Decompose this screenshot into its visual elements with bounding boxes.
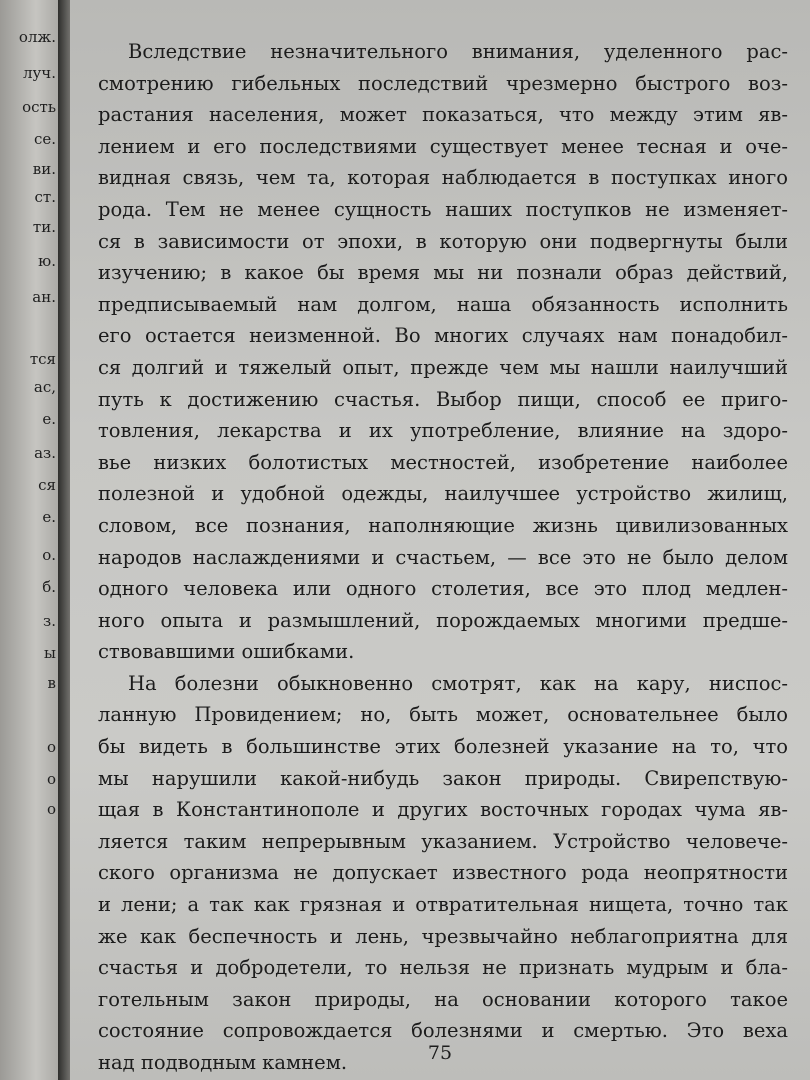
text-line: Вследствие незначительного внимания, уделенного рас- (128, 40, 788, 63)
left-page-fragment: о (46, 738, 56, 756)
left-page-fragment: в (47, 674, 56, 692)
left-page-fragment: тся (29, 350, 56, 368)
text-line: готельным закон природы, на основании которого такое (98, 987, 788, 1011)
text-line: ского организма не допускает известного рода неопрятности (98, 861, 788, 885)
text-line: ланную Провидением; но, быть может, основательнее было (98, 703, 788, 727)
text-line: полезной и удобной одежды, наилучшее устройство жилищ, (98, 482, 788, 506)
left-page-fragment: б. (42, 578, 56, 596)
left-page-fragment: ви. (32, 160, 56, 178)
text-line: изучению; в какое бы время мы ни познали образ действий, (98, 261, 788, 285)
text-line: ся в зависимости от эпохи, в которую они подвергнуты были (98, 229, 788, 253)
text-line: же как беспечность и лень, чрезвычайно неблагоприятна для (98, 924, 788, 948)
text-line: ного опыта и размышлений, порождаемых многими предше- (98, 608, 788, 632)
text-line: лением и его последствиями существует менее тесная и оче- (98, 134, 788, 158)
left-page-fragment: ю. (38, 252, 56, 270)
left-page-fragment: ст. (34, 188, 56, 206)
text-line: одного человека или одного столетия, все это плод медлен- (98, 577, 788, 601)
left-page-fragment: олж. (18, 28, 56, 46)
text-line: ствовавшими ошибками. (98, 640, 355, 664)
text-line: и лени; а так как грязная и отвратительная нищета, точно так (98, 893, 788, 917)
left-page-fragment: ся (38, 476, 56, 494)
left-page-fragment: се. (33, 130, 56, 148)
left-page-fragment: аз. (34, 444, 56, 462)
left-page-fragment: о. (42, 546, 56, 564)
text-line: его остается неизменной. Во многих случаях нам понадобил- (98, 324, 788, 348)
text-line: растания населения, может показаться, что между этим яв- (98, 103, 788, 127)
left-page-fragment: луч. (22, 64, 56, 82)
text-line: товления, лекарства и их употребление, влияние на здоро- (98, 419, 788, 443)
text-line: щая в Константинополе и других восточных городах чума яв- (98, 798, 788, 822)
previous-page-fragment (0, 0, 60, 1080)
text-line: рода. Тем не менее сущность наших поступков не изменяет- (98, 197, 788, 221)
text-line: бы видеть в большинстве этих болезней указание на то, что (98, 735, 788, 759)
text-line: ся долгий и тяжелый опыт, прежде чем мы нашли наилучший (98, 355, 788, 379)
text-line: На болезни обыкновенно смотрят, как на кару, ниспос- (128, 671, 788, 695)
left-page-fragment: е. (42, 410, 56, 428)
book-page (70, 0, 810, 1080)
left-page-fragment: ан. (32, 288, 56, 306)
left-page-fragment: ас, (33, 378, 56, 396)
left-page-fragment: ость (22, 98, 56, 116)
left-page-fragment: о (46, 800, 56, 818)
text-line: народов наслаждениями и счастьем, — все это не было делом (98, 545, 788, 569)
text-line: над подводным камнем. (98, 1051, 348, 1074)
text-line: ляется таким непрерывным указанием. Устройство человече- (98, 829, 788, 853)
text-line: счастья и добродетели, то нельзя не признать мудрым и бла- (98, 956, 788, 980)
left-page-fragment: ы (44, 644, 56, 662)
page-number: 75 (427, 1042, 453, 1064)
text-line: вье низких болотистых местностей, изобретение наиболее (98, 450, 788, 474)
page-text (98, 36, 788, 1079)
text-line: состояние сопровождается болезнями и смертью. Это веха (98, 1019, 788, 1043)
text-line: смотрению гибельных последствий чрезмерно быстрого воз- (98, 71, 788, 95)
left-page-fragment: з. (43, 612, 56, 630)
left-page-fragment: е. (42, 508, 56, 526)
text-line: видная связь, чем та, которая наблюдается в поступках иного (98, 166, 788, 190)
text-line: мы нарушили какой-нибудь закон природы. Свирепствую- (98, 766, 788, 790)
text-line: предписываемый нам долгом, наша обязанность исполнить (98, 292, 788, 316)
text-line: словом, все познания, наполняющие жизнь цивилизованных (98, 513, 788, 537)
text-line: путь к достижению счастья. Выбор пищи, способ ее приго- (98, 387, 788, 411)
left-page-fragment: ти. (32, 218, 56, 236)
left-page-fragment: о (46, 770, 56, 788)
